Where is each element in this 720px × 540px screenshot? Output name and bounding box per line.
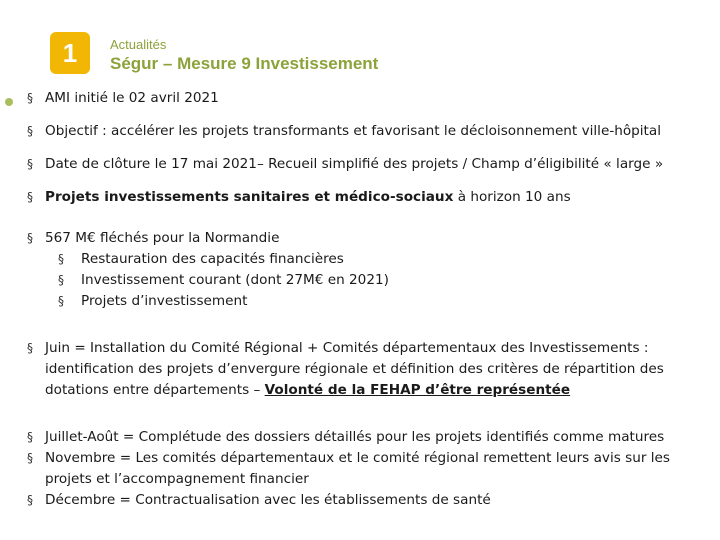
bullet-date-cloture: § Date de clôture le 17 mai 2021– Recueil simplifié des projets / Champ d’éligibilité « large »: [27, 154, 717, 175]
fehap-underlined-text: Volonté de la FEHAP d’être représentée: [264, 382, 571, 398]
sub-item-restauration: § Restauration des capacités financières: [27, 249, 717, 270]
section-number-badge: 1: [50, 32, 90, 74]
section-subtitle: Actualités: [110, 37, 167, 52]
normandie-sublist: [27, 249, 717, 312]
bullet-projets-investissements: [27, 187, 717, 208]
bullet-juin: [27, 338, 717, 401]
projets-rest-text: à horizon 10 ans: [453, 189, 571, 205]
bullet-objectif: § Objectif : accélérer les projets transformants et favorisant le décloisonnement ville-hôpital: [27, 121, 717, 142]
projets-bold-text: Projets investissements sanitaires et médico-sociaux: [45, 189, 454, 205]
sub-item-projets-investissement: § Projets d’investissement: [27, 291, 717, 312]
juin-text: Juin = Installation du Comité Régional + Comités départementaux des Investissements : identification des projets d’envergure régionale et définition des critères de répartition des dotations entre départements –: [45, 340, 664, 398]
slide-title: Ségur – Mesure 9 Investissement: [110, 54, 379, 73]
bullet-juillet-aout: § Juillet-Août = Complétude des dossiers détaillés pour les projets identifiés comme matures: [27, 427, 717, 448]
bullet-normandie: § 567 M€ fléchés pour la Normandie: [27, 228, 717, 249]
slide-content: [27, 88, 717, 511]
decorative-dot-icon: [5, 98, 13, 106]
bullet-ami: § AMI initié le 02 avril 2021: [27, 88, 717, 109]
bullet-decembre: § Décembre = Contractualisation avec les établissements de santé: [27, 490, 717, 511]
sub-item-investissement-courant: § Investissement courant (dont 27M€ en 2021): [27, 270, 717, 291]
bullet-novembre: § Novembre = Les comités départementaux et le comité régional remettent leurs avis sur les projets et l’accompagnement financier: [27, 448, 717, 490]
